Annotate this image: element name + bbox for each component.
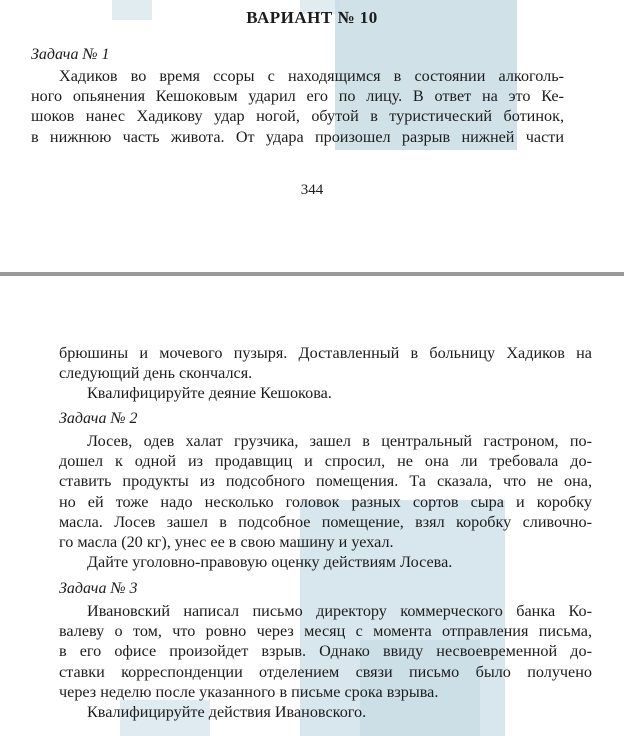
task-2-body — [59, 431, 592, 572]
text-line: масла. Лосев зашел в подсобное помещение, взял коробку сливочно- — [59, 512, 592, 531]
text-line: через неделю после указанного в письме срока взрыва. — [59, 682, 439, 701]
text-line: шоков нанес Хадикову удар ногой, обутой в туристический ботинок, — [31, 107, 564, 126]
task-2-question: Дайте уголовно-правовую оценку действиям Лосева. — [87, 553, 453, 572]
text-line: Ивановский написал письмо директору коммерческого банка Ко- — [87, 602, 592, 620]
text-line: Лосев, одев халат грузчика, зашел в центральный гастроном, по- — [87, 432, 592, 450]
text-line: дошел к одной из продавщиц и спросил, не она ли требовала до- — [59, 452, 592, 471]
text-line: валеву о том, что ровно через месяц с момента отправления письма, — [59, 622, 592, 641]
text-line: но ей тоже надо несколько головок разных сортов сыра и коробку — [59, 492, 592, 511]
page-divider — [0, 272, 624, 276]
text-line: ного опьянения Кешоковым ударил его по лицу. В ответ на это Ке- — [31, 87, 564, 106]
task-3-body — [59, 601, 592, 722]
task-2-heading: Задача № 2 — [59, 410, 138, 427]
text-line: го масла (20 кг), унес ее в свою машину и уехал. — [59, 533, 394, 552]
text-line: ставить продукты из подсобного помещения. Та сказала, что не она, — [59, 472, 592, 491]
text-line: Хадиков во время ссоры с находящимся в состоянии алкоголь- — [59, 67, 564, 85]
variant-title: ВАРИАНТ № 10 — [246, 8, 378, 27]
page-top-fragment — [0, 0, 624, 270]
text-line: ставки корреспонденции отделением связи письмо было получено — [59, 662, 592, 681]
task-1-body-page1 — [31, 66, 564, 147]
text-line: брюшины и мочевого пузыря. Доставленный в больницу Хадиков на — [59, 344, 592, 362]
task-1-heading: Задача № 1 — [31, 46, 110, 63]
text-line: в нижнюю часть живота. От удара произошел разрыв нижней части — [31, 127, 564, 146]
task-1-question: Квалифицируйте деяние Кешокова. — [87, 384, 332, 403]
page-number: 344 — [300, 182, 324, 198]
task-3-question: Квалифицируйте действия Ивановского. — [87, 703, 367, 722]
task-1-body-page2 — [59, 343, 592, 404]
task-3-heading: Задача № 3 — [59, 580, 138, 597]
text-line: в его офисе произойдет взрыв. Однако ввиду несвоевременной до- — [59, 642, 592, 661]
text-line: следующий день скончался. — [59, 364, 253, 383]
